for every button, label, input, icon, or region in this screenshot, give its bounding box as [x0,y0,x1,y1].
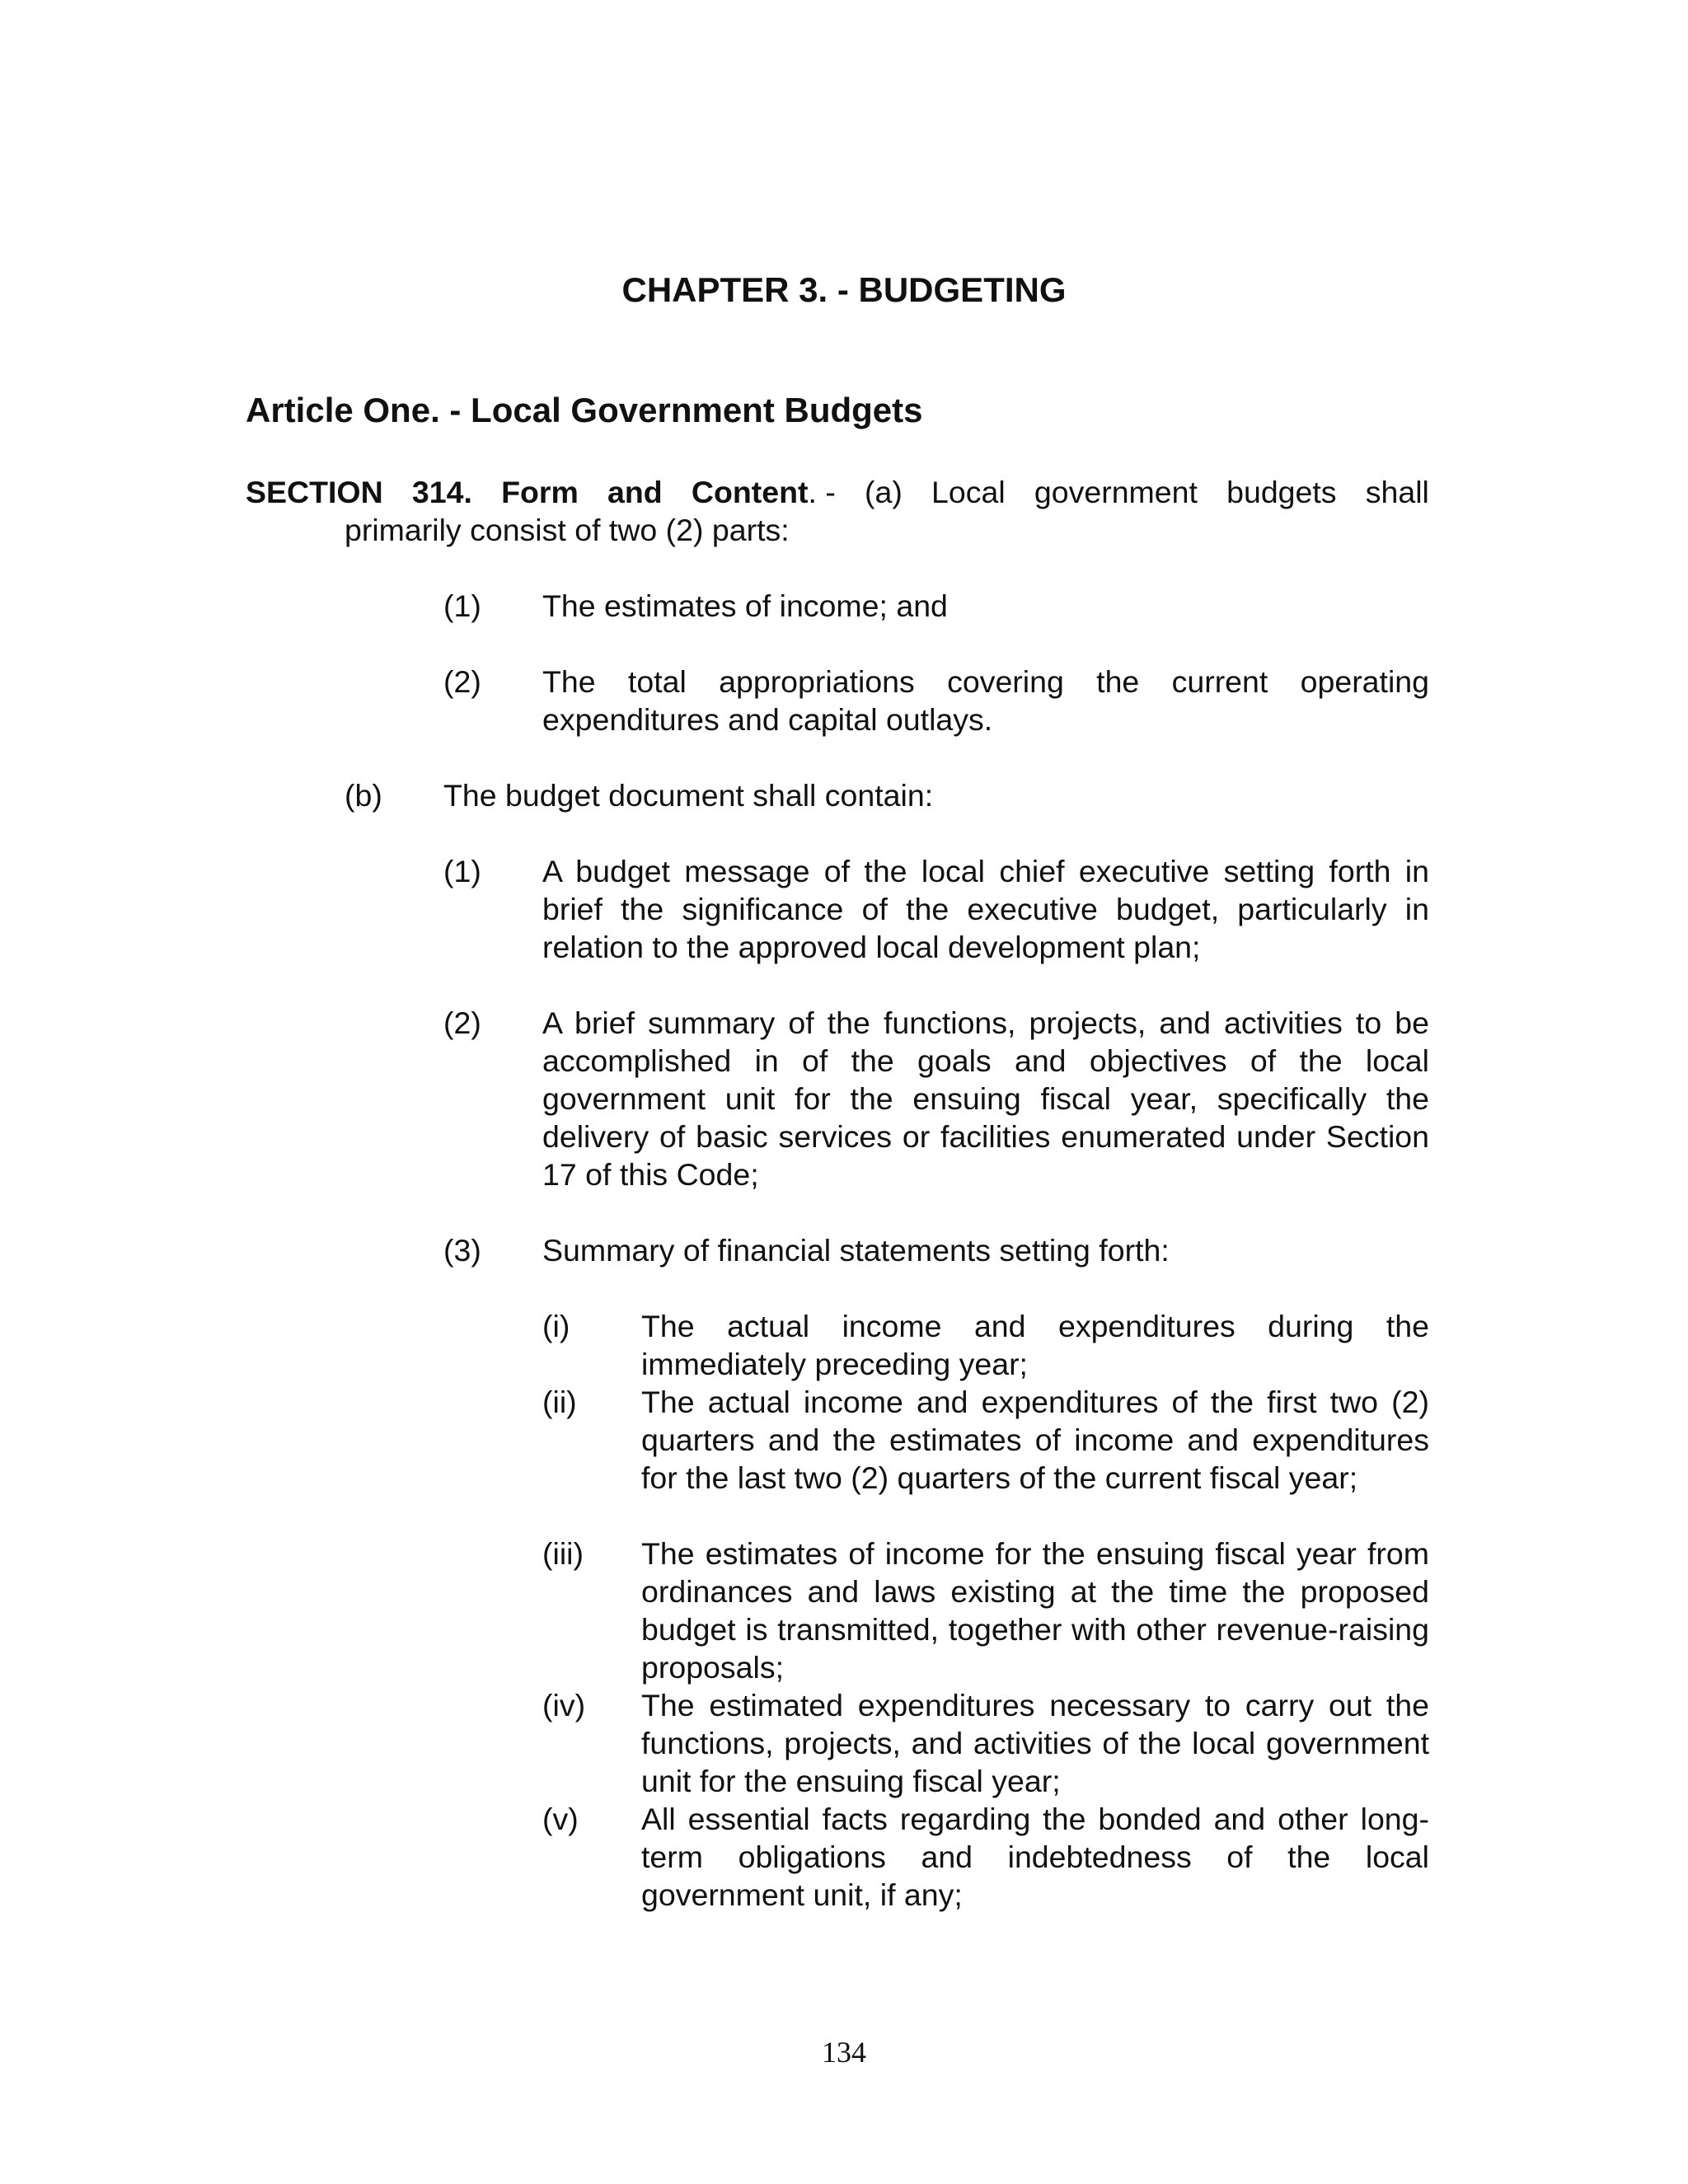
item-text: The estimated expenditures necessary to carry out the functions, projects, and activities of the local government unit for the ensuing fiscal year; [641,1688,1429,1798]
financial-subitem [542,1800,1429,1914]
part-b-item [443,852,1429,966]
part-b-item [443,1231,1429,1269]
item-label: (b) [345,778,382,813]
section-title-word: and [607,475,663,509]
page-number: 134 [822,2036,866,2069]
part-a-item [443,587,1429,625]
section-word: shall [1365,475,1429,509]
financial-subitem [542,1535,1429,1686]
section-word: SECTION [246,475,383,509]
item-label: (iv) [542,1688,586,1722]
item-label: (iii) [542,1536,584,1571]
part-a-item [443,663,1429,738]
item-text: A brief summary of the functions, projects, and activities to be accomplished in of the goals and objectives of the local government unit for the ensuing fiscal year, specifically the delivery of basic services or facilities enumerated under Section 17 of this Code; [542,1005,1429,1192]
item-label: (3) [443,1233,481,1268]
item-label: (ii) [542,1385,577,1419]
item-text: The budget document shall contain: [443,778,934,813]
section-314-heading [246,473,1429,549]
item-text: The estimates of income; and [542,588,948,623]
item-text: A budget message of the local chief executive setting forth in brief the significance of the executive budget, particularly in relation to the approved local development plan; [542,854,1429,964]
section-second-line: primarily consist of two (2) parts: [345,513,790,547]
section-word: Local [931,475,1006,509]
item-label: (2) [443,1005,481,1040]
chapter-title: CHAPTER 3. - BUDGETING [621,270,1067,309]
section-dash: . - [808,475,836,509]
item-label: (1) [443,854,481,888]
item-text: Summary of financial statements setting forth: [542,1233,1170,1268]
item-text: The actual income and expenditures during the immediately preceding year; [641,1309,1429,1381]
part-b-item [443,1004,1429,1193]
article-title: Article One. - Local Government Budgets [246,391,923,429]
financial-subitem [542,1383,1429,1497]
financial-subitem [542,1686,1429,1800]
item-label: (i) [542,1309,570,1343]
item-label: (1) [443,588,481,623]
item-text: The estimates of income for the ensuing fiscal year from ordinances and laws existing at the time the proposed budget is transmitted, together with other revenue-raising proposals; [641,1536,1429,1685]
section-first-line [246,473,1429,511]
section-title-end [692,473,836,511]
item-label: (2) [443,664,481,699]
item-text: The total appropriations covering the current operating expenditures and capital outlays. [542,664,1429,737]
section-number: 314. [411,475,472,509]
section-title-word: Form [501,475,579,509]
section-title-word: Content [691,475,809,509]
item-label: (v) [542,1802,579,1836]
section-word: budgets [1226,475,1337,509]
part-b-heading [345,776,1429,814]
section-word: government [1034,475,1198,509]
item-text: All essential facts regarding the bonded and other long-term obligations and indebtedness of the local government unit, if any; [641,1802,1429,1912]
section-word: (a) [865,475,903,509]
item-text: The actual income and expenditures of the first two (2) quarters and the estimates of income and expenditures for the last two (2) quarters of the current fiscal year; [641,1385,1429,1495]
financial-subitem [542,1307,1429,1383]
